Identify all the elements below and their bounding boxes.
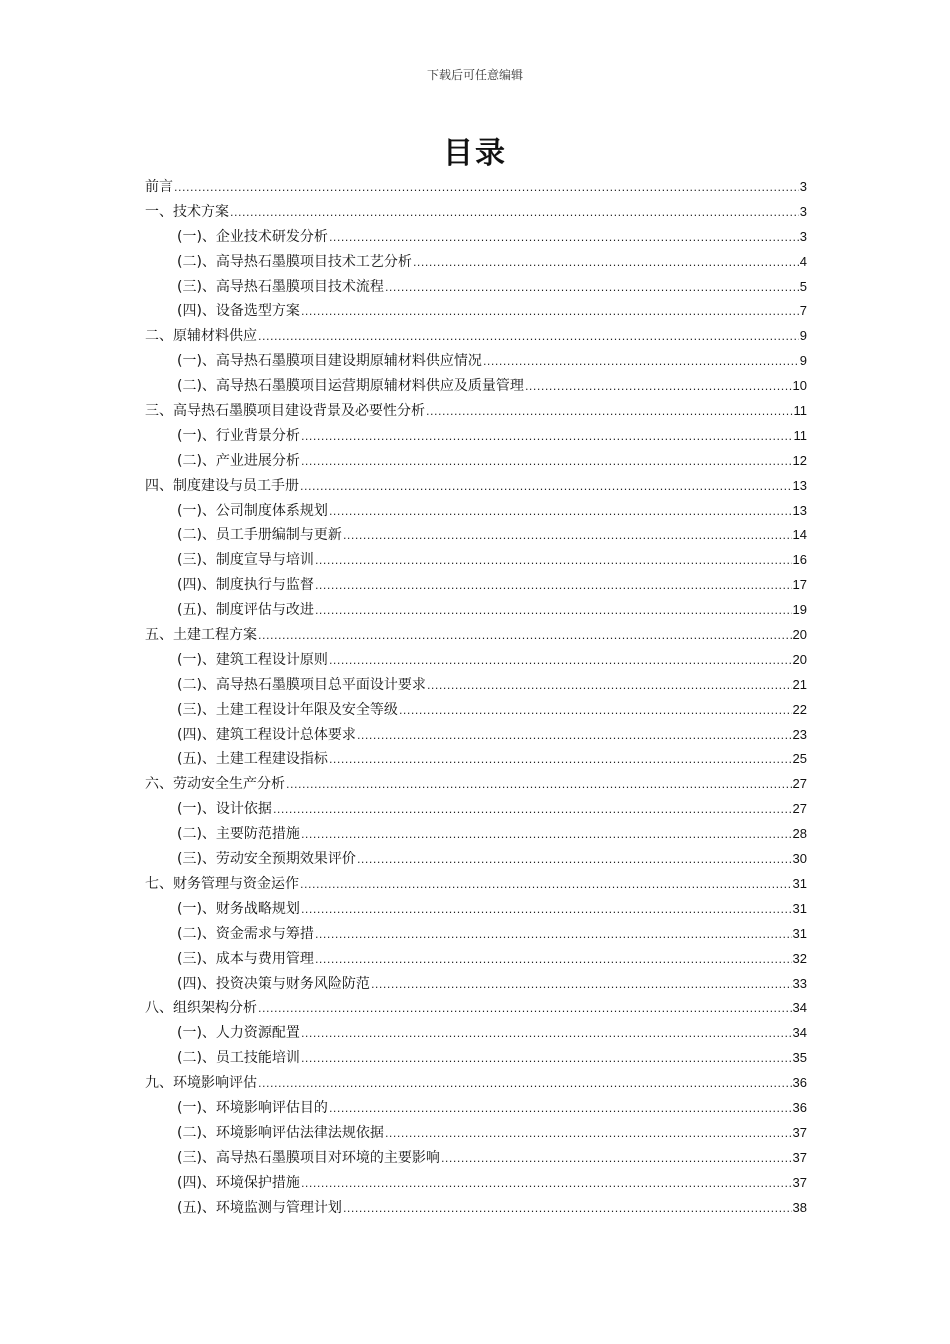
toc-entry[interactable] (145, 399, 807, 424)
toc-entry[interactable] (145, 449, 807, 474)
toc-entry[interactable] (145, 474, 807, 499)
toc-entry-page-number: 37 (792, 1149, 807, 1165)
toc-dot-leader (329, 1097, 792, 1122)
toc-dot-leader (301, 300, 799, 325)
toc-entry-label: 七、财务管理与资金运作 (145, 875, 299, 892)
toc-entry-page-number: 37 (792, 1124, 807, 1140)
toc-entry[interactable] (145, 1071, 807, 1096)
toc-entry[interactable] (145, 1046, 807, 1071)
toc-entry-page-number: 23 (792, 726, 807, 742)
toc-entry-label: (五)、制度评估与改进 (177, 602, 314, 619)
toc-entry[interactable] (145, 1021, 807, 1046)
toc-entry-label: 二、原辅材料供应 (145, 328, 257, 345)
toc-entry[interactable] (145, 175, 807, 200)
toc-entry[interactable] (145, 723, 807, 748)
toc-entry-label: (二)、主要防范措施 (177, 826, 300, 843)
toc-entry-page-number: 28 (792, 826, 807, 842)
toc-entry-label: (三)、土建工程设计年限及安全等级 (177, 701, 398, 718)
toc-entry-label: (二)、高导热石墨膜项目运营期原辅材料供应及质量管理 (177, 378, 524, 395)
toc-dot-leader (357, 848, 792, 873)
toc-entry-page-number: 32 (792, 950, 807, 966)
toc-entry-label: 五、土建工程方案 (145, 627, 257, 644)
toc-entry-label: (四)、环境保护措施 (177, 1174, 300, 1191)
toc-entry-page-number: 22 (792, 701, 807, 717)
toc-dot-leader (301, 1172, 792, 1197)
toc-entry-label: (五)、环境监测与管理计划 (177, 1199, 342, 1216)
toc-entry-label: (四)、投资决策与财务风险防范 (177, 975, 370, 992)
toc-entry[interactable] (145, 872, 807, 897)
toc-entry-label: (五)、土建工程建设指标 (177, 751, 328, 768)
toc-entry-label: (四)、制度执行与监督 (177, 577, 314, 594)
toc-dot-leader (258, 997, 792, 1022)
toc-entry[interactable] (145, 972, 807, 997)
toc-dot-leader (371, 973, 792, 998)
toc-entry-label: (二)、环境影响评估法律法规依据 (177, 1124, 384, 1141)
toc-entry-page-number: 19 (792, 602, 807, 618)
toc-entry-page-number: 17 (792, 577, 807, 593)
toc-entry-label: 九、环境影响评估 (145, 1075, 257, 1092)
toc-dot-leader (315, 574, 792, 599)
toc-dot-leader (343, 524, 792, 549)
toc-entry-page-number: 16 (792, 552, 807, 568)
toc-dot-leader (315, 549, 792, 574)
toc-entry[interactable] (145, 225, 807, 250)
toc-entry-page-number: 27 (792, 776, 807, 792)
toc-entry[interactable] (145, 1171, 807, 1196)
toc-dot-leader (329, 748, 792, 773)
toc-dot-leader (301, 1022, 792, 1047)
toc-entry[interactable] (145, 847, 807, 872)
toc-entry-label: 六、劳动安全生产分析 (145, 776, 285, 793)
toc-entry-page-number: 4 (799, 253, 807, 269)
toc-dot-leader (426, 400, 793, 425)
toc-dot-leader (413, 251, 799, 276)
toc-entry-label: (四)、建筑工程设计总体要求 (177, 726, 356, 743)
toc-entry-page-number: 31 (792, 925, 807, 941)
toc-entry-page-number: 30 (792, 851, 807, 867)
toc-entry[interactable] (145, 996, 807, 1021)
toc-entry-label: (二)、高导热石墨膜项目技术工艺分析 (177, 253, 412, 270)
toc-entry-page-number: 9 (799, 353, 807, 369)
toc-entry-page-number: 31 (792, 875, 807, 891)
toc-dot-leader (343, 1197, 792, 1222)
toc-dot-leader (301, 1047, 792, 1072)
toc-entry[interactable] (145, 250, 807, 275)
toc-entry-label: (一)、企业技术研发分析 (177, 228, 328, 245)
toc-dot-leader (525, 375, 792, 400)
toc-entry[interactable] (145, 772, 807, 797)
toc-entry-page-number: 35 (792, 1050, 807, 1066)
toc-entry[interactable] (145, 573, 807, 598)
toc-dot-leader (329, 226, 799, 251)
toc-entry-label: 三、高导热石墨膜项目建设背景及必要性分析 (145, 403, 425, 420)
toc-entry-page-number: 25 (792, 751, 807, 767)
toc-entry-label: (二)、员工手册编制与更新 (177, 527, 342, 544)
toc-entry-page-number: 3 (799, 179, 807, 194)
toc-dot-leader (427, 674, 792, 699)
toc-dot-leader (315, 948, 792, 973)
toc-entry-page-number: 20 (792, 627, 807, 643)
toc-entry-page-number: 20 (792, 651, 807, 667)
toc-entry-label: 八、组织架构分析 (145, 1000, 257, 1017)
toc-entry-page-number: 7 (799, 303, 807, 319)
toc-entry-label: (三)、高导热石墨膜项目技术流程 (177, 278, 384, 295)
table-of-contents (145, 175, 807, 1220)
toc-entry-label: (三)、制度宣导与培训 (177, 552, 314, 569)
toc-entry-label: (三)、劳动安全预期效果评价 (177, 851, 356, 868)
toc-entry[interactable] (145, 548, 807, 573)
toc-entry-label: (二)、产业进展分析 (177, 452, 300, 469)
toc-entry[interactable] (145, 947, 807, 972)
toc-entry-page-number: 9 (799, 328, 807, 344)
toc-entry-label: (一)、公司制度体系规划 (177, 502, 328, 519)
toc-dot-leader (273, 798, 792, 823)
toc-dot-leader (357, 724, 792, 749)
toc-entry[interactable] (145, 822, 807, 847)
toc-entry-label: (一)、人力资源配置 (177, 1025, 300, 1042)
toc-entry[interactable] (145, 747, 807, 772)
toc-entry-label: (一)、建筑工程设计原则 (177, 651, 328, 668)
toc-dot-leader (315, 599, 792, 624)
toc-entry-page-number: 33 (792, 975, 807, 991)
page-header-note: 下载后可任意编辑 (426, 68, 523, 82)
toc-dot-leader (258, 1072, 792, 1097)
toc-entry-page-number: 14 (792, 527, 807, 543)
toc-entry[interactable] (145, 897, 807, 922)
toc-entry-label: 前言 (145, 179, 173, 195)
toc-entry-label: (一)、环境影响评估目的 (177, 1099, 328, 1116)
toc-entry-page-number: 34 (792, 1025, 807, 1041)
toc-entry-page-number: 38 (792, 1199, 807, 1215)
toc-entry-page-number: 31 (792, 900, 807, 916)
toc-entry-page-number: 3 (799, 228, 807, 244)
toc-entry[interactable] (145, 275, 807, 300)
toc-entry-label: (三)、成本与费用管理 (177, 950, 314, 967)
toc-dot-leader (315, 923, 792, 948)
toc-entry[interactable] (145, 922, 807, 947)
toc-dot-leader (329, 649, 792, 674)
toc-entry[interactable] (145, 424, 807, 449)
toc-entry-page-number: 13 (792, 502, 807, 518)
toc-entry-page-number: 27 (792, 801, 807, 817)
toc-entry[interactable] (145, 200, 807, 225)
toc-entry-label: (三)、高导热石墨膜项目对环境的主要影响 (177, 1149, 440, 1166)
toc-dot-leader (300, 475, 792, 500)
toc-entry-label: 四、制度建设与员工手册 (145, 477, 299, 494)
toc-entry-label: (二)、资金需求与筹措 (177, 925, 314, 942)
toc-dot-leader (385, 1122, 792, 1147)
toc-entry[interactable] (145, 324, 807, 349)
toc-entry-label: (四)、设备选型方案 (177, 303, 300, 320)
toc-entry-label: (一)、高导热石墨膜项目建设期原辅材料供应情况 (177, 353, 482, 370)
toc-entry-page-number: 21 (792, 676, 807, 692)
toc-entry[interactable] (145, 797, 807, 822)
toc-entry[interactable] (145, 1096, 807, 1121)
toc-dot-leader (301, 425, 793, 450)
toc-dot-leader (300, 873, 792, 898)
toc-dot-leader (385, 276, 799, 301)
toc-entry-label: 一、技术方案 (145, 203, 229, 220)
toc-entry-page-number: 5 (799, 278, 807, 294)
toc-entry-page-number: 11 (793, 427, 807, 443)
toc-entry[interactable] (145, 648, 807, 673)
toc-entry-label: (一)、设计依据 (177, 801, 272, 818)
toc-entry-page-number: 36 (792, 1099, 807, 1115)
toc-dot-leader (286, 773, 792, 798)
toc-entry-label: (一)、财务战略规划 (177, 900, 300, 917)
toc-entry-page-number: 3 (799, 203, 807, 219)
toc-dot-leader (399, 699, 792, 724)
toc-entry[interactable] (145, 299, 807, 324)
toc-dot-leader (174, 176, 799, 201)
toc-entry[interactable] (145, 598, 807, 623)
toc-dot-leader (329, 500, 792, 525)
toc-entry-label: (二)、员工技能培训 (177, 1050, 300, 1067)
toc-entry-page-number: 10 (792, 378, 807, 394)
toc-entry[interactable] (145, 698, 807, 723)
toc-entry-page-number: 13 (792, 477, 807, 493)
toc-entry[interactable] (145, 1196, 807, 1221)
toc-entry-page-number: 12 (792, 452, 807, 468)
toc-dot-leader (258, 624, 792, 649)
toc-entry[interactable] (145, 1121, 807, 1146)
toc-entry[interactable] (145, 623, 807, 648)
toc-entry-label: (二)、高导热石墨膜项目总平面设计要求 (177, 676, 426, 693)
toc-dot-leader (301, 898, 792, 923)
toc-entry-label: (一)、行业背景分析 (177, 427, 300, 444)
toc-dot-leader (230, 201, 799, 226)
toc-entry[interactable] (145, 523, 807, 548)
toc-entry-page-number: 34 (792, 1000, 807, 1016)
toc-dot-leader (301, 823, 792, 848)
toc-entry[interactable] (145, 374, 807, 399)
toc-entry[interactable] (145, 673, 807, 698)
toc-dot-leader (258, 325, 799, 350)
toc-entry-page-number: 11 (793, 403, 807, 419)
toc-entry[interactable] (145, 1146, 807, 1171)
page-title: 目录 (443, 136, 507, 171)
toc-dot-leader (301, 450, 792, 475)
toc-entry-page-number: 37 (792, 1174, 807, 1190)
toc-entry[interactable] (145, 499, 807, 524)
toc-entry[interactable] (145, 349, 807, 374)
toc-dot-leader (441, 1147, 792, 1172)
toc-entry-page-number: 36 (792, 1075, 807, 1091)
toc-dot-leader (483, 350, 799, 375)
